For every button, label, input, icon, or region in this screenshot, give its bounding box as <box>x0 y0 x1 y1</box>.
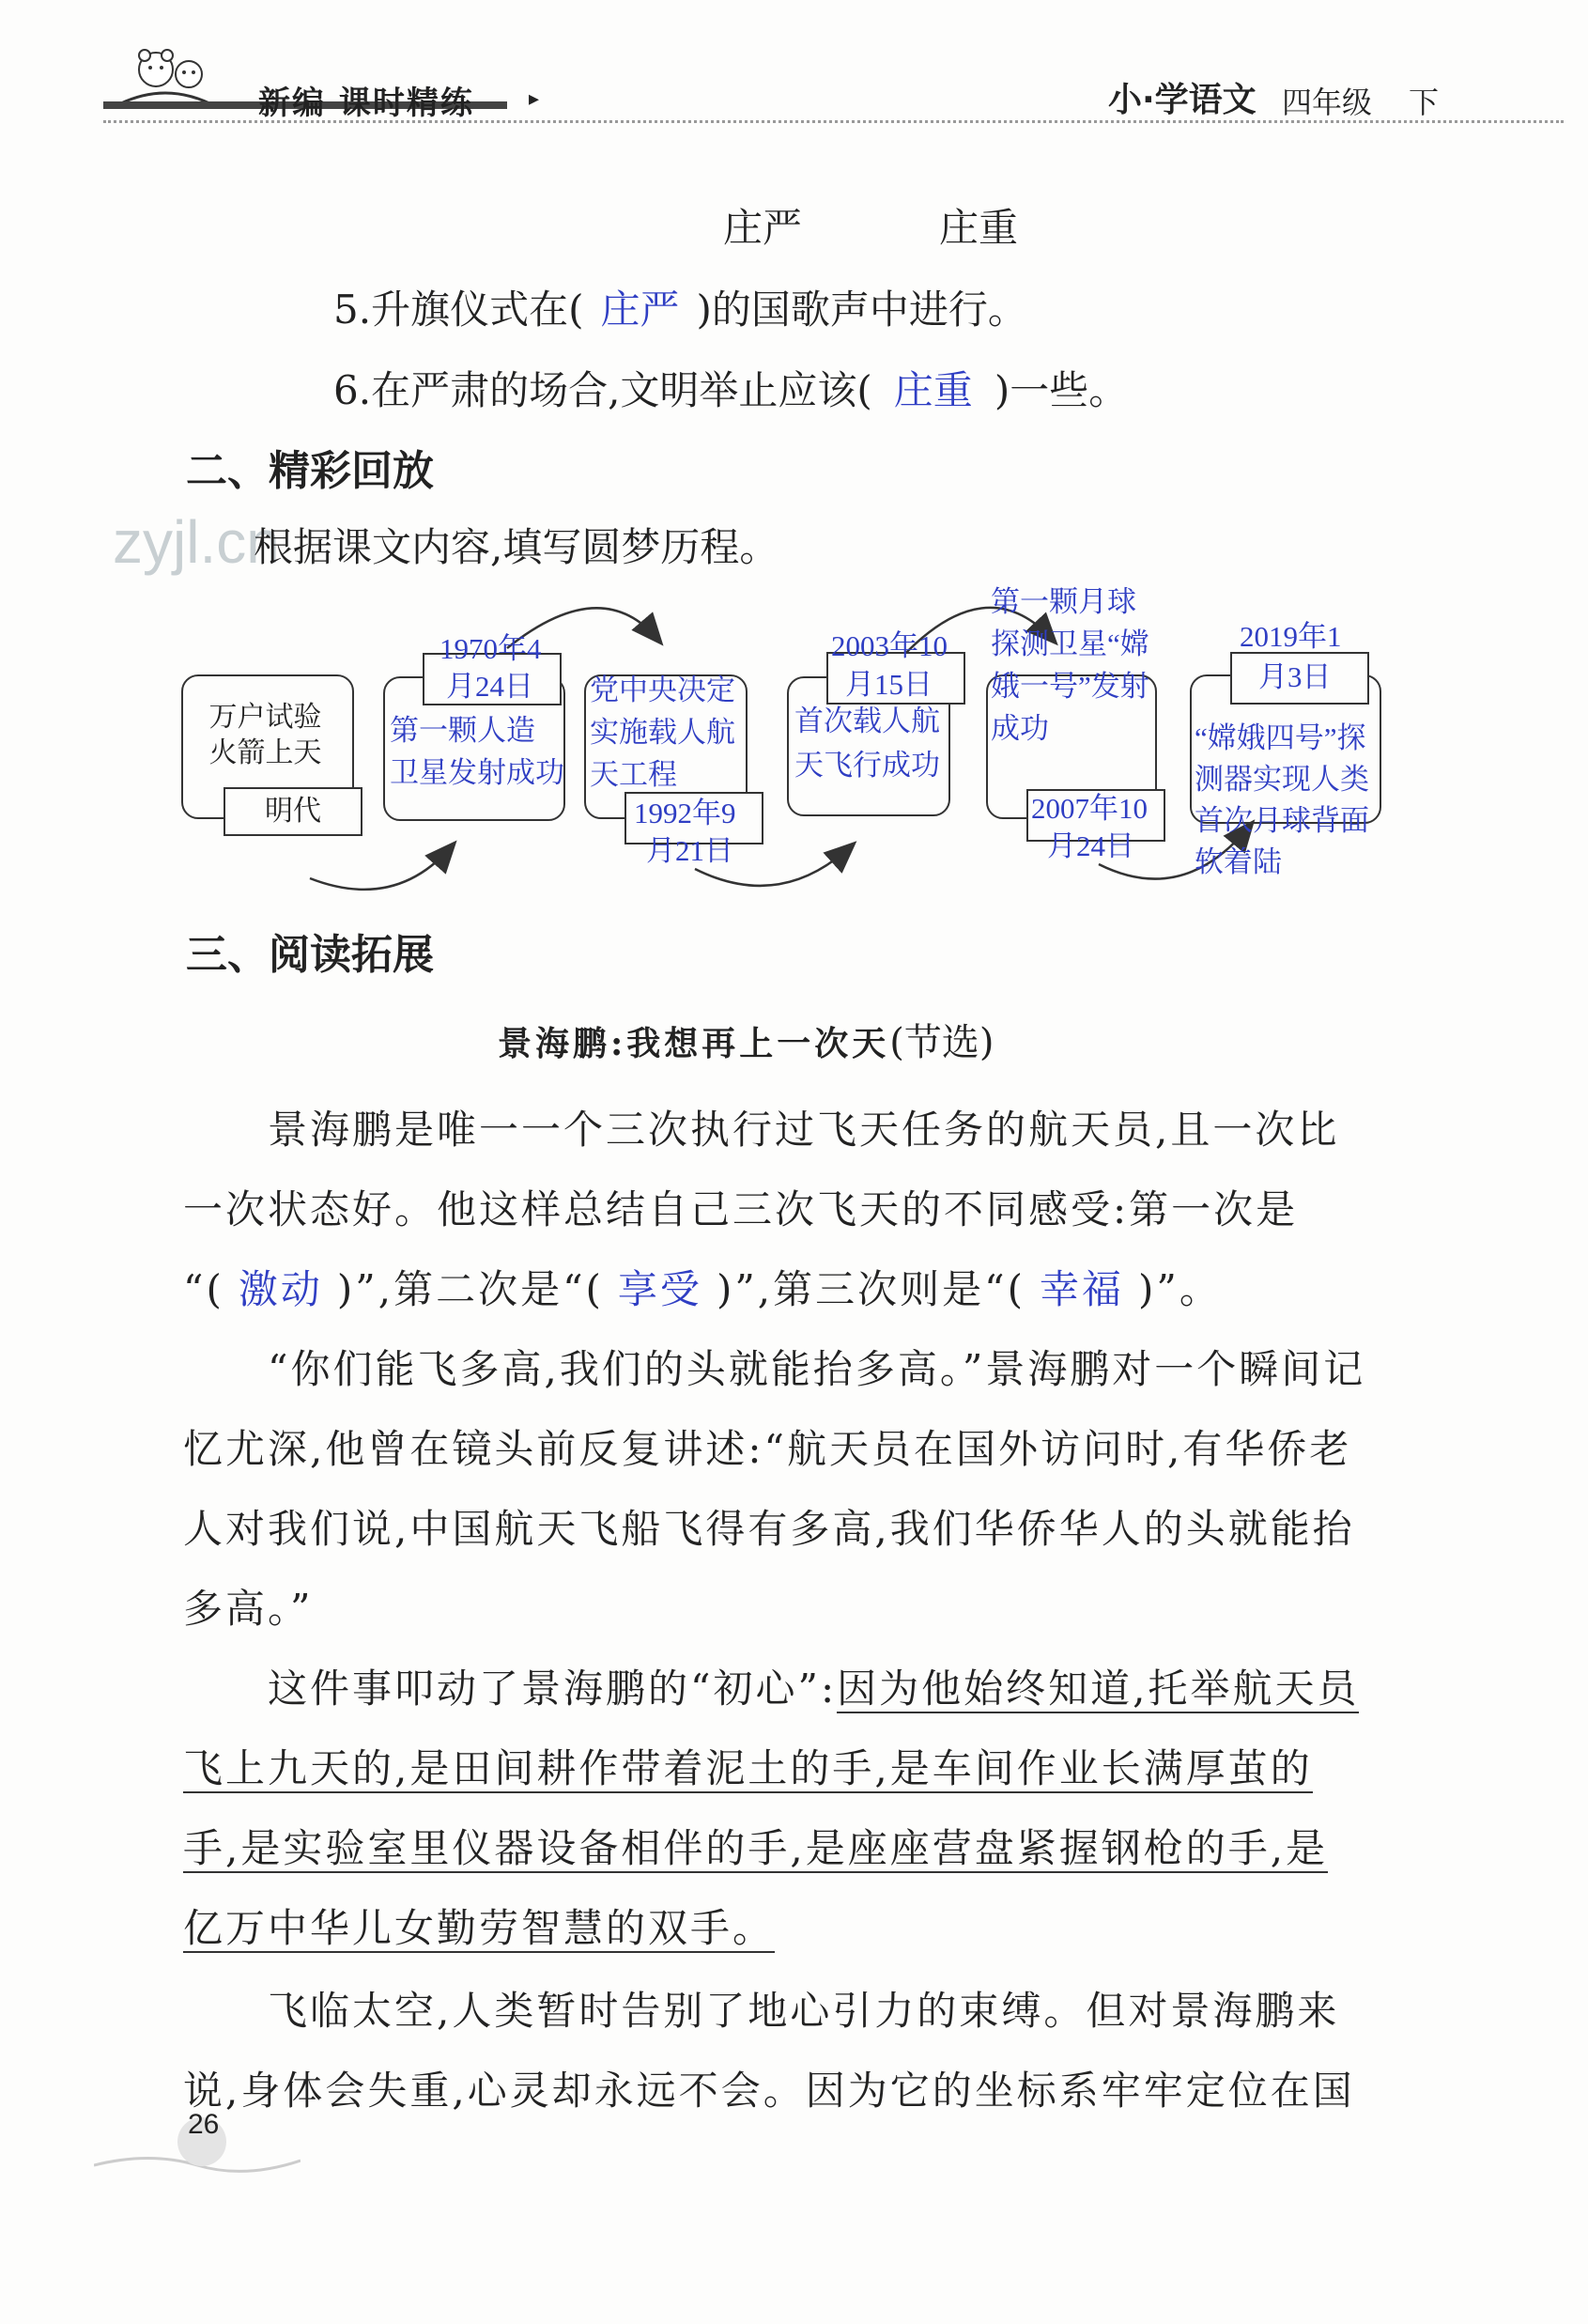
node-3-event-line-3: 天工程 <box>590 758 677 791</box>
node-1-date: 明代 <box>224 787 362 836</box>
node-6-event-line-1: “嫦娥四号”探 <box>1195 721 1366 754</box>
node-6-event-line-4: 软着陆 <box>1195 845 1282 878</box>
node-1-text <box>188 700 343 771</box>
answer-3: 幸福 <box>1040 1267 1125 1311</box>
node-3-event-line-1: 党中央决定 <box>590 674 735 706</box>
p2-line-1: “你们能飞多高,我们的头就能抬多高。”景海鹏对一个瞬间记 <box>268 1346 1366 1392</box>
p3-line-2 <box>183 1738 1313 1794</box>
p2-line-2: 忆尤深,他曾在镜头前反复讲述:“航天员在国外访问时,有华侨老 <box>183 1426 1352 1472</box>
node-6-event-line-2: 测器实现人类 <box>1195 763 1369 796</box>
watermark: zyjl.cn <box>113 508 280 576</box>
node-5-date-line-2: 月24日 <box>1047 829 1134 862</box>
node-4-date-line-1: 2003年10 <box>831 629 948 662</box>
p3-line-4-underlined: 亿万中华儿女勤劳智慧的双手。 <box>183 1905 776 1951</box>
node-3-date-line-2: 月21日 <box>646 834 733 867</box>
arrow-1-to-2 <box>310 847 451 890</box>
subject-title: 小·学语文 <box>1108 81 1257 119</box>
node-4-event-line-1: 首次载人航 <box>794 705 940 737</box>
q5-answer: 庄严 <box>600 287 680 332</box>
node-2-event-line-2: 卫星发射成功 <box>390 756 564 789</box>
node-6-date-line-2: 月3日 <box>1258 660 1332 693</box>
node-5-event-line-3: 娥一号”发射 <box>991 670 1149 703</box>
article-title <box>498 1013 994 1066</box>
p3-line-1-underlined: 因为他始终知道,托举航天员 <box>837 1666 1360 1712</box>
node-5-date-line-1: 2007年10 <box>1031 792 1148 825</box>
node-5-event-line-2: 探测卫星“嫦 <box>991 627 1149 660</box>
node-2-date-line-1: 1970年4 <box>439 632 542 665</box>
q5-prefix: 5.升旗仪式在( <box>333 287 584 333</box>
node-5-event-line-4: 成功 <box>991 712 1049 745</box>
p1-line-1: 景海鹏是唯一一个三次执行过飞天任务的航天员,且一次比 <box>268 1107 1340 1153</box>
q6-suffix: )一些。 <box>994 367 1129 413</box>
p1-line-2: 一次状态好。他这样总结自己三次飞天的不同感受:第一次是 <box>183 1186 1299 1232</box>
p3-line-2-underlined: 飞上九天的,是田间耕作带着泥土的手,是车间作业长满厚茧的 <box>183 1745 1313 1791</box>
q5-suffix: )的国歌声中进行。 <box>696 287 1027 333</box>
p1-line-3-a: “( <box>183 1266 224 1312</box>
p1-line-3-b: )”,第二次是“( <box>336 1266 604 1312</box>
node-1-line-1: 万户试验 <box>208 701 322 734</box>
node-3-date-line-1: 1992年9 <box>634 797 736 829</box>
p3-line-3 <box>183 1818 1328 1874</box>
node-6-event-line-3: 首次月球背面 <box>1195 804 1369 837</box>
triangle-right-icon: ▸ <box>529 87 540 111</box>
section-2-instruction: 根据课文内容,填写圆梦历程。 <box>254 524 779 570</box>
p3-line-1-a: 这件事叩动了景海鹏的“初心”: <box>268 1666 838 1712</box>
section-2-title: 二、精彩回放 <box>186 447 434 495</box>
p1-line-3-c: )”,第三次则是“( <box>716 1266 1026 1312</box>
p2-line-4: 多高。” <box>183 1586 314 1632</box>
page-number: 26 <box>188 2109 220 2140</box>
word-option-1: 庄严 <box>723 205 803 251</box>
answer-1: 激动 <box>238 1267 323 1311</box>
p2-line-3: 人对我们说,中国航天飞船飞得有多高,我们华侨华人的头就能抬 <box>183 1506 1355 1552</box>
volume-label: 下 <box>1409 85 1440 120</box>
p1-line-3 <box>183 1259 1222 1315</box>
grade-label: 四年级 <box>1282 85 1373 120</box>
node-5-event-line-1: 第一颗月球 <box>991 585 1136 618</box>
question-6 <box>333 360 1128 416</box>
node-2-date-line-2: 月24日 <box>446 670 533 703</box>
node-2-event-line-1: 第一颗人造 <box>390 714 535 747</box>
p4-line-2: 说,身体会失重,心灵却永远不会。因为它的坐标系牢牢定位在国 <box>183 2068 1355 2114</box>
answer-2: 享受 <box>617 1267 702 1311</box>
node-4-date-line-2: 月15日 <box>845 668 933 701</box>
section-3-title: 三、阅读拓展 <box>186 931 434 979</box>
series-title: 新编 课时精练 <box>258 85 474 122</box>
node-3-event-line-2: 实施载人航 <box>590 716 735 749</box>
article-title-main: 景海鹏:我想再上一次天 <box>498 1024 890 1063</box>
article-title-note: (节选) <box>889 1021 994 1064</box>
p3-line-1 <box>268 1658 1359 1714</box>
q6-answer: 庄重 <box>893 368 973 412</box>
q6-prefix: 6.在严肃的场合,文明举止应该( <box>333 367 872 413</box>
p3-line-4 <box>183 1898 775 1954</box>
node-1-line-2: 火箭上天 <box>208 736 322 769</box>
header-divider <box>103 120 1564 123</box>
node-4-event-line-2: 天飞行成功 <box>794 749 940 782</box>
word-option-2: 庄重 <box>939 205 1019 251</box>
p3-line-3-underlined: 手,是实验室里仪器设备相伴的手,是座座营盘紧握钢枪的手,是 <box>183 1825 1329 1871</box>
node-6-date-line-1: 2019年1 <box>1240 620 1342 653</box>
p4-line-1: 飞临太空,人类暂时告别了地心引力的束缚。但对景海鹏来 <box>268 1988 1340 2034</box>
p1-line-3-d: )”。 <box>1138 1266 1222 1312</box>
question-5 <box>333 279 1027 335</box>
